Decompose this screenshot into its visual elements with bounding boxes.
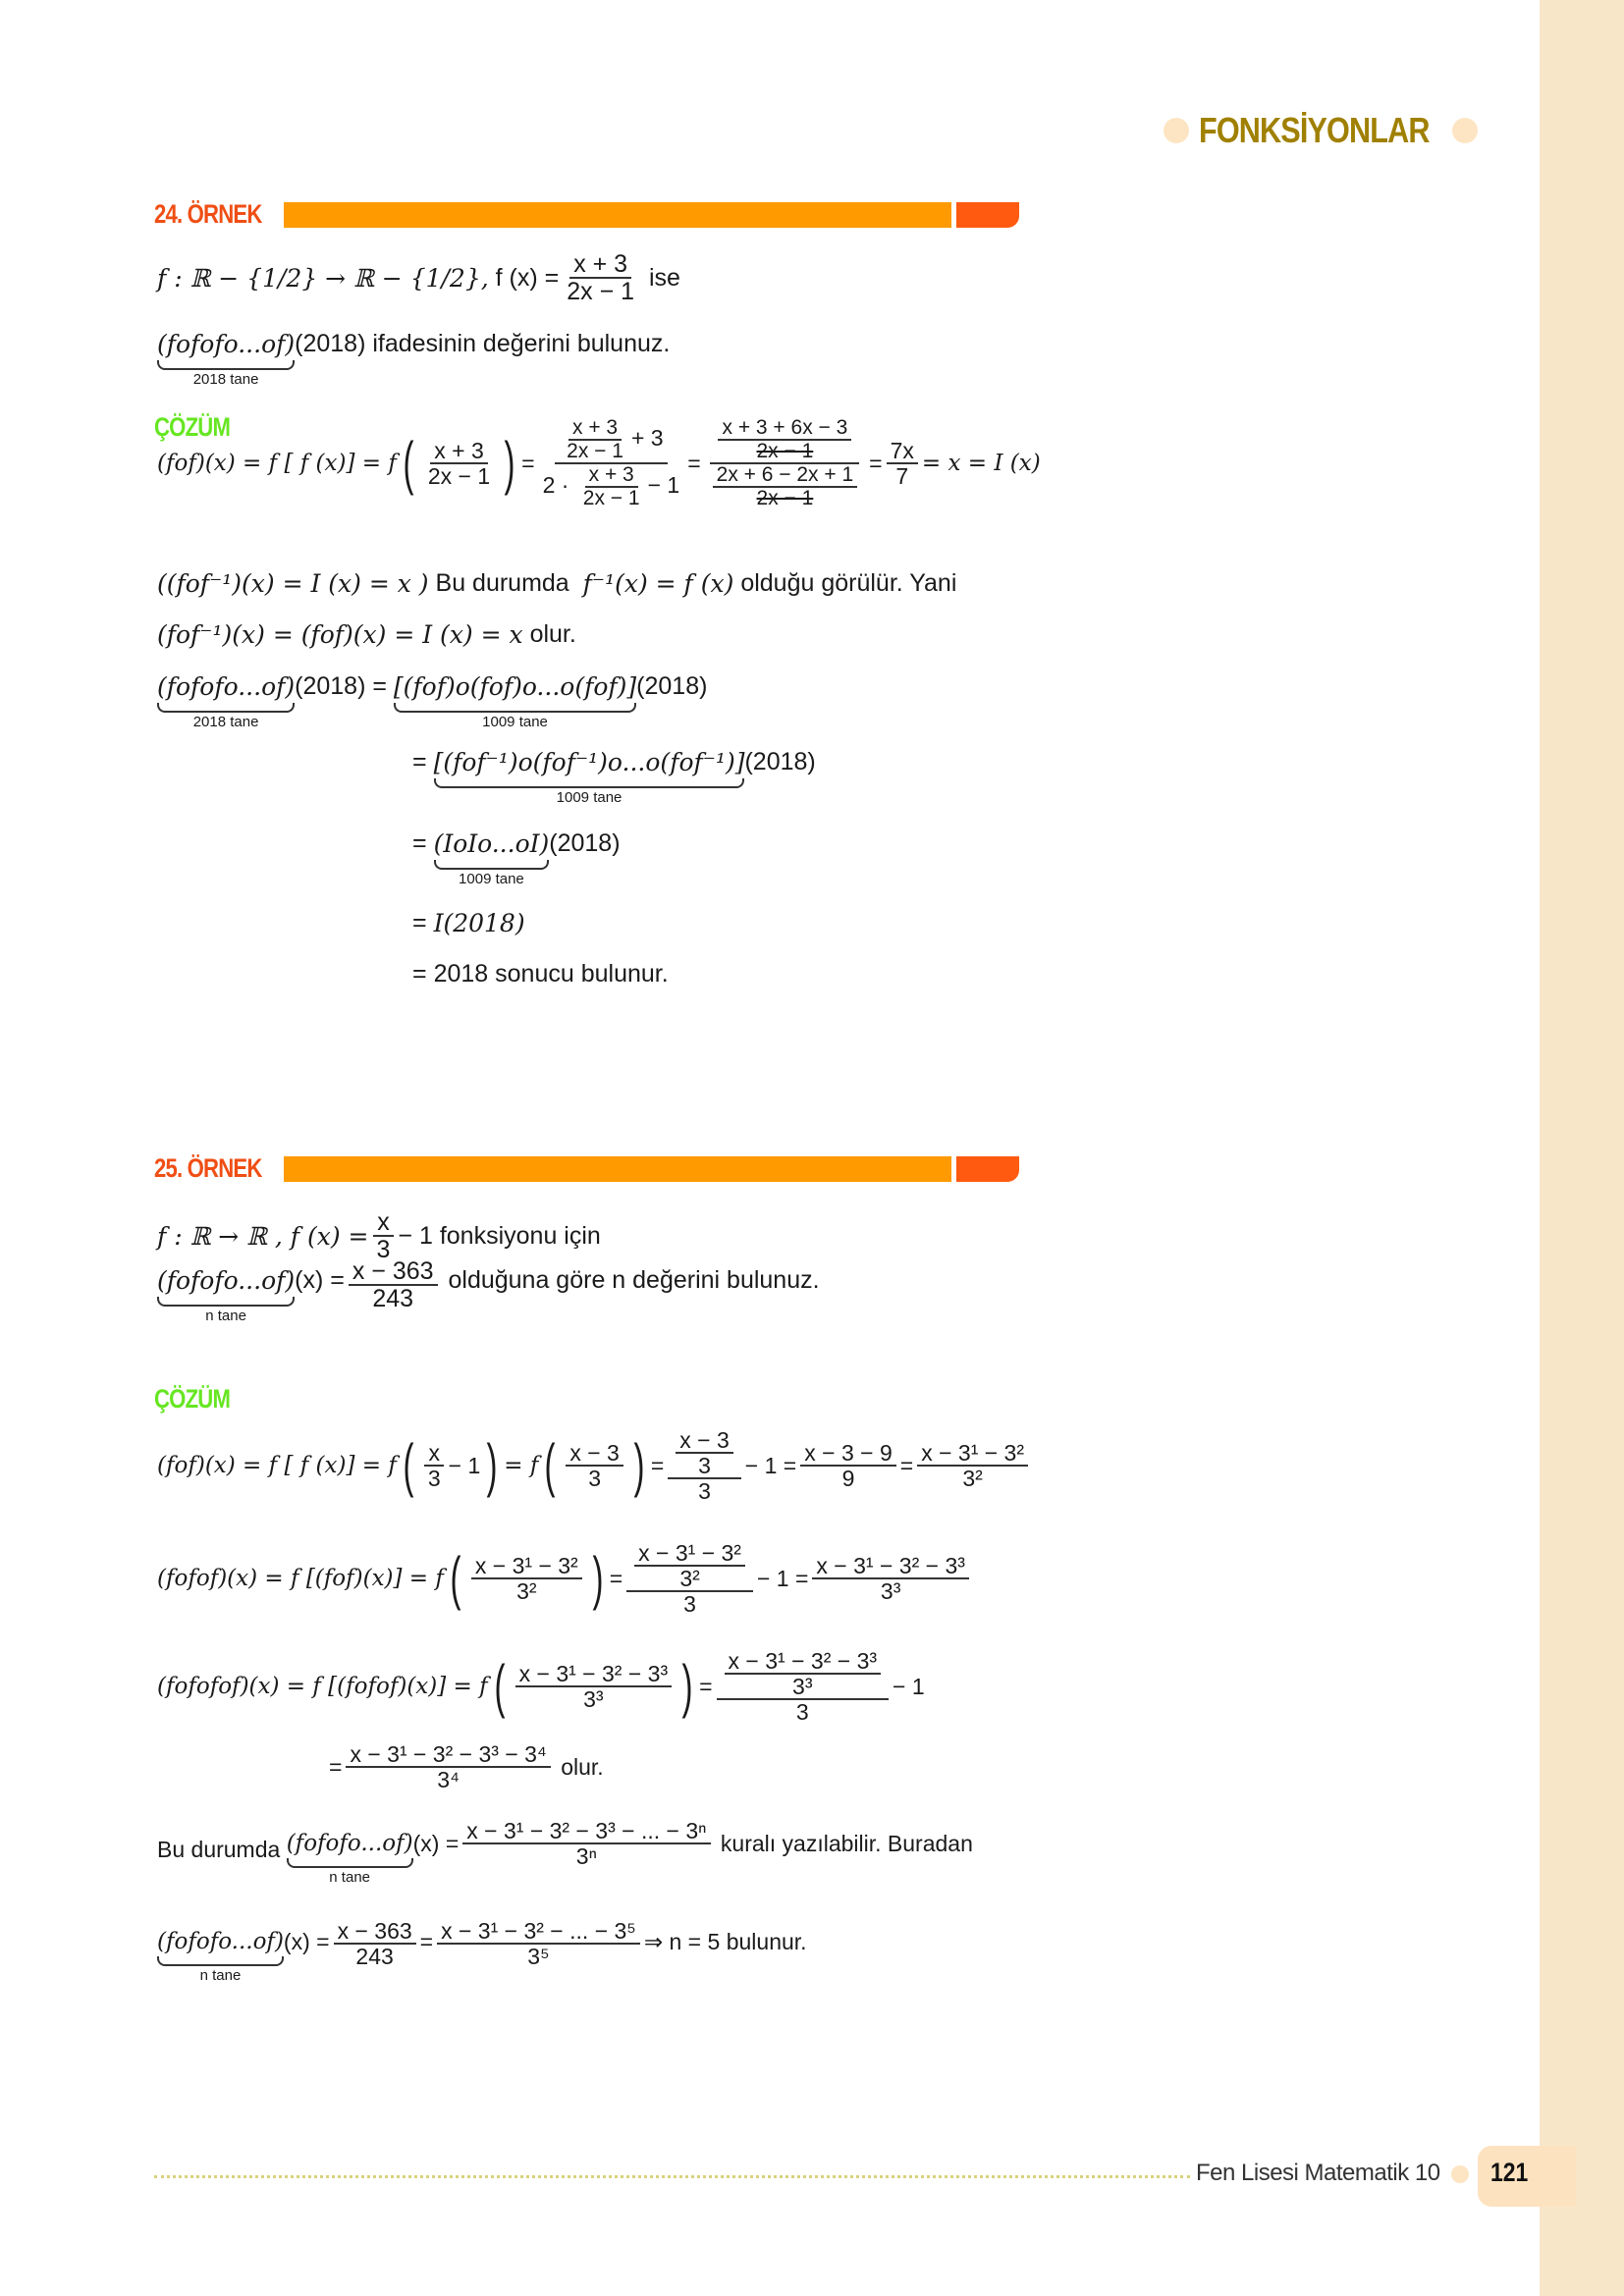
header-bar	[284, 202, 951, 228]
example-25-header	[154, 1153, 1019, 1184]
solution-25-line-3: (fofofof)(x) = f [(fofof)(x)] = f ( $\frac{\text{x − 3¹ − 3² − 3³}}{\text{3³}}$ ) = $\frac{\frac{\text{x − 3¹ − 3² − 3³}}{\text{3³}}}{3}$ − 1	[157, 1648, 925, 1726]
example-24-question	[157, 330, 670, 389]
complex-fraction: $\frac{x + 3}{2x - 1}$ + 3 2 · $\frac{x + 3}{2x - 1}$ − 1	[542, 416, 680, 510]
example-25-definition: f : ℝ → ℝ , f (x) = $\frac{x}{3}$ − 1 fonksiyonu için	[157, 1208, 601, 1264]
solution-24-line-8: = 2018 sonucu bulunur.	[412, 960, 669, 988]
footer-dotted-rule	[154, 2175, 1190, 2178]
header-bar-cap	[956, 202, 1019, 228]
cancelled-fraction: $\frac{\frac{x + 3 + 6x - 3}{2x - 1}}{\frac{2x + 6 - 2x + 1}{2x - 1}}$	[705, 417, 866, 509]
side-strip	[1540, 0, 1624, 2296]
solution-25-line-5: Bu durumda (fofofo...of) n tane (x) = $\frac{\text{x − 3¹ − 3² − 3³ − ... − 3ⁿ}}{\text{3ⁿ}}$ kuralı yazılabilir. Buradan	[157, 1818, 973, 1886]
bullet-icon	[1452, 118, 1478, 143]
solution-24-line-1: (fof)(x) = f [ f (x)] = f ( $\frac{x + 3}{2x - 1}$ ) = $\frac{x + 3}{2x - 1}$ + 3 2 · $\frac{x + 3}{2x - 1}$ − 1 = $\frac{\frac{x + 3 + 6x - 3}{2x - 1}}{\frac{2x + 6 - 2x + 1}{2x - 1}}$ = $\frac{7x}{7}$ = x = I (x)	[157, 416, 1041, 510]
chapter-title: FONKSİYONLAR	[1199, 110, 1430, 150]
solution-24-line-7: = I(2018)	[412, 909, 525, 937]
solution-24-line-5: = [(fof⁻¹)o(fof⁻¹)o...o(fof⁻¹)] 1009 tane (2018)	[412, 748, 816, 806]
example-label: 25. ÖRNEK	[154, 1153, 262, 1183]
solution-24-line-2: ((fof⁻¹)(x) = I (x) = x ) Bu durumda f⁻¹(x) = f (x) olduğu görülür. Yani	[157, 569, 957, 598]
chapter-header	[1164, 110, 1478, 151]
bullet-icon	[1451, 2165, 1469, 2183]
expr: (fof)(x) = f [ f (x)] = f	[157, 451, 397, 477]
solution-25-line-2: (fofof)(x) = f [(fof)(x)] = f ( $\frac{\text{x − 3¹ − 3²}}{\text{3²}}$ ) = $\frac{\frac{\text{x − 3¹ − 3²}}{\text{3²}}}{3}$ − 1 = $\frac{\text{x − 3¹ − 3² − 3³}}{\text{3³}}$	[157, 1541, 973, 1616]
underbrace: (fofofo...of) 2018 tane	[157, 330, 296, 388]
solution-25-line-1: (fof)(x) = f [ f (x)] = f ( $\frac{x}{3}$ − 1 ) = f ( $\frac{x - 3}{3}$ ) = $\frac{\frac{x - 3}{3}}{3}$ − 1 = $\frac{x - 3 - 9}{9}$ = $\frac{\text{x − 3¹ − 3²}}{\text{3²}}$	[157, 1428, 1032, 1503]
solution-24-line-6: = (IoIo...oI) 1009 tane (2018)	[412, 829, 621, 887]
example-24-definition	[157, 251, 680, 305]
example-24-header	[154, 199, 1019, 230]
solution-25-line-6: (fofofo...of) n tane (x) = $\frac{x - 363}{243}$ = $\frac{\text{x − 3¹ − 3² − ... − 3⁵}}{\text{3⁵}}$ ⇒ n = 5 bulunur.	[157, 1918, 807, 1984]
example-25-question: (fofofo...of) n tane (x) = $\frac{x - 363}{243}$ olduğuna göre n değerini bulunuz.	[157, 1257, 820, 1324]
solution-24-line-3: (fof⁻¹)(x) = (fof)(x) = I (x) = x olur.	[157, 620, 576, 649]
example-label: 24. ÖRNEK	[154, 199, 262, 229]
arg: (2018)	[295, 330, 366, 357]
domain-def: f : ℝ − {1/2} → ℝ − {1/2},	[157, 263, 489, 293]
text: ise	[649, 263, 680, 292]
solution-label: ÇÖZÜM	[154, 1384, 231, 1414]
page-number: 121	[1490, 2158, 1529, 2187]
solution-25-line-4: = $\frac{\text{x − 3¹ − 3² − 3³ − 3⁴}}{\text{3⁴}}$ olur.	[329, 1741, 604, 1793]
header-bar-cap	[956, 1156, 1019, 1182]
solution-24-line-4: (fofofo...of) 2018 tane (2018) = [(fof)o(fof)o...o(fof)] 1009 tane (2018)	[157, 672, 708, 730]
bullet-icon	[1164, 118, 1189, 143]
solution-label: ÇÖZÜM	[154, 412, 231, 442]
header-bar	[284, 1156, 951, 1182]
fx-label: f (x) =	[495, 263, 560, 292]
fraction: $\frac{x + 3}{2x - 1}$	[567, 250, 635, 306]
question-text: ifadesinin değerini bulunuz.	[372, 330, 671, 357]
book-title: Fen Lisesi Matematik 10	[1196, 2160, 1440, 2186]
